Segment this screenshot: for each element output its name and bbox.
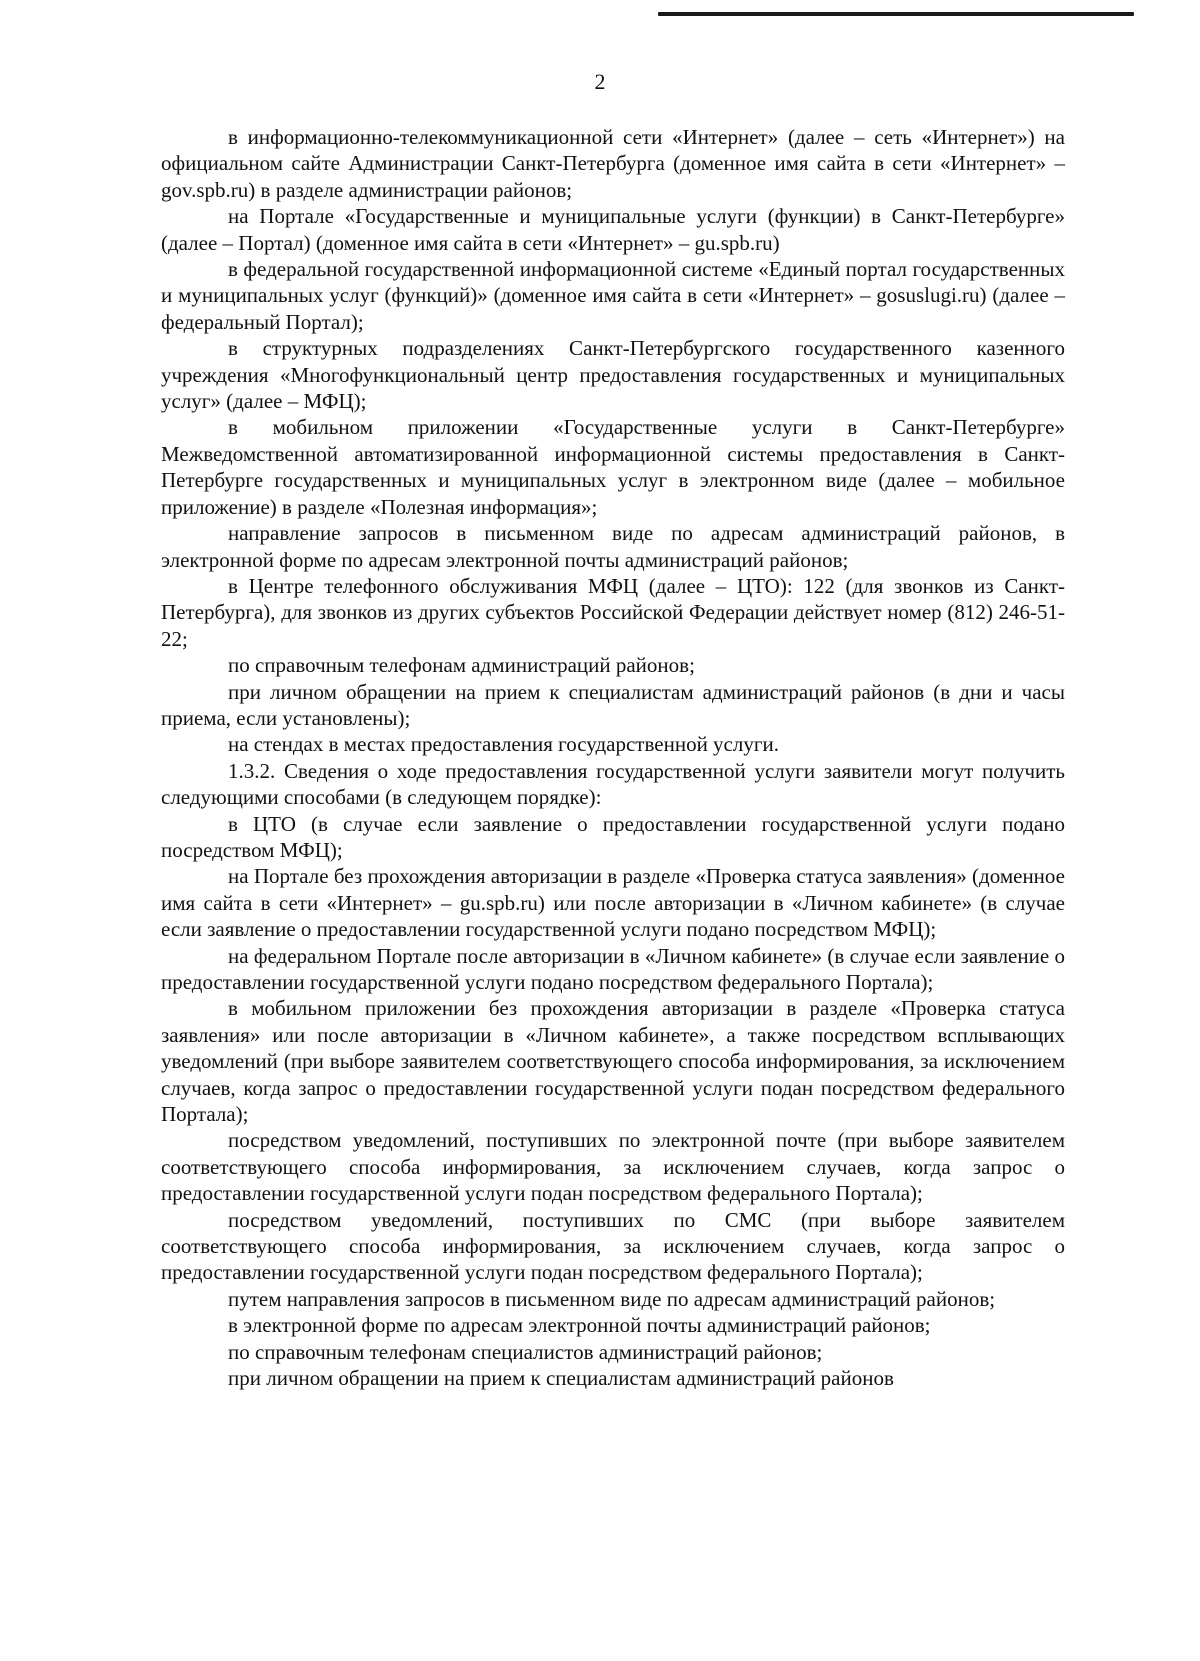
paragraph: при личном обращении на прием к специалистам администраций районов (в дни и часы приема, если установлены); [161, 679, 1065, 730]
paragraph: направление запросов в письменном виде по адресам администраций районов, в электронной форме по адресам электронной почты администраций районов; [161, 521, 1065, 572]
paragraph: на стендах в местах предоставления государственной услуги. [228, 732, 779, 757]
paragraph: в мобильном приложении «Государственные услуги в Санкт-Петербурге» Межведомственной автоматизированной информационной системы предоставления в Санкт-Петербурге государственных и муниципальных услуг в электронном виде (далее – мобильное приложение) в разделе «Полезная информация»; [161, 415, 1065, 519]
paragraph: при личном обращении на прием к специалистам администраций районов [228, 1366, 894, 1391]
paragraph: в электронной форме по адресам электронной почты администраций районов; [228, 1313, 931, 1338]
paragraph: 1.3.2. Сведения о ходе предоставления государственной услуги заявители могут получить следующими способами (в следующем порядке): [161, 758, 1065, 810]
paragraph: в мобильном приложении без прохождения авторизации в разделе «Проверка статуса заявления» или после авторизации в «Личном кабинете», а также посредством всплывающих уведомлений (при выборе заявителем соответствующего способа информирования, за исключением случаев, когда запрос о предоставлении государственной услуги подан посредством федерального Портала); [161, 996, 1065, 1127]
paragraph: по справочным телефонам администраций районов; [228, 653, 695, 678]
paragraph: в федеральной государственной информационной системе «Единый портал государственных и муниципальных услуг (функций)» (доменное имя сайта в сети «Интернет» – gosuslugi.ru) (далее – федеральный Портал); [161, 257, 1065, 334]
paragraph: на Портале «Государственные и муниципальные услуги (функции) в Санкт-Петербурге» (далее – Портал) (доменное имя сайта в сети «Интернет» – gu.spb.ru) [161, 204, 1065, 255]
paragraph: путем направления запросов в письменном виде по адресам администраций районов; [228, 1286, 996, 1311]
paragraph: на Портале без прохождения авторизации в разделе «Проверка статуса заявления» (доменное имя сайта в сети «Интернет» – gu.spb.ru) или после авторизации в «Личном кабинете» (в случае если заявление о предоставлении государственной услуги подано посредством МФЦ); [161, 864, 1065, 942]
paragraph: в структурных подразделениях Санкт-Петербургского государственного казенного учреждения «Многофункциональный центр предоставления государственных и муниципальных услуг» (далее – МФЦ); [161, 336, 1065, 414]
page-number: 2 [594, 69, 606, 94]
paragraph: в ЦТО (в случае если заявление о предоставлении государственной услуги подано посредством МФЦ); [161, 811, 1065, 862]
paragraph: посредством уведомлений, поступивших по электронной почте (при выборе заявителем соответствующего способа информирования, за исключением случаев, когда запрос о предоставлении государственной услуги подан посредством федерального Портала); [161, 1128, 1065, 1206]
paragraph: посредством уведомлений, поступивших по СМС (при выборе заявителем соответствующего способа информирования, за исключением случаев, когда запрос о предоставлении государственной услуги подан посредством федерального Портала); [161, 1207, 1065, 1285]
paragraph: на федеральном Портале после авторизации в «Личном кабинете» (в случае если заявление о предоставлении государственной услуги подано посредством федерального Портала); [161, 943, 1065, 994]
paragraph: по справочным телефонам специалистов администраций районов; [228, 1339, 823, 1364]
document-body [161, 124, 1065, 1392]
paragraph: в информационно-телекоммуникационной сети «Интернет» (далее – сеть «Интернет») на официальном сайте Администрации Санкт-Петербурга (доменное имя сайта в сети «Интернет» – gov.spb.ru) в разделе администрации районов; [161, 125, 1065, 202]
scan-edge-line [658, 12, 1134, 16]
paragraph: в Центре телефонного обслуживания МФЦ (далее – ЦТО): 122 (для звонков из Санкт-Петербурга), для звонков из других субъектов Российской Федерации действует номер (812) 246-51-22; [161, 573, 1065, 651]
